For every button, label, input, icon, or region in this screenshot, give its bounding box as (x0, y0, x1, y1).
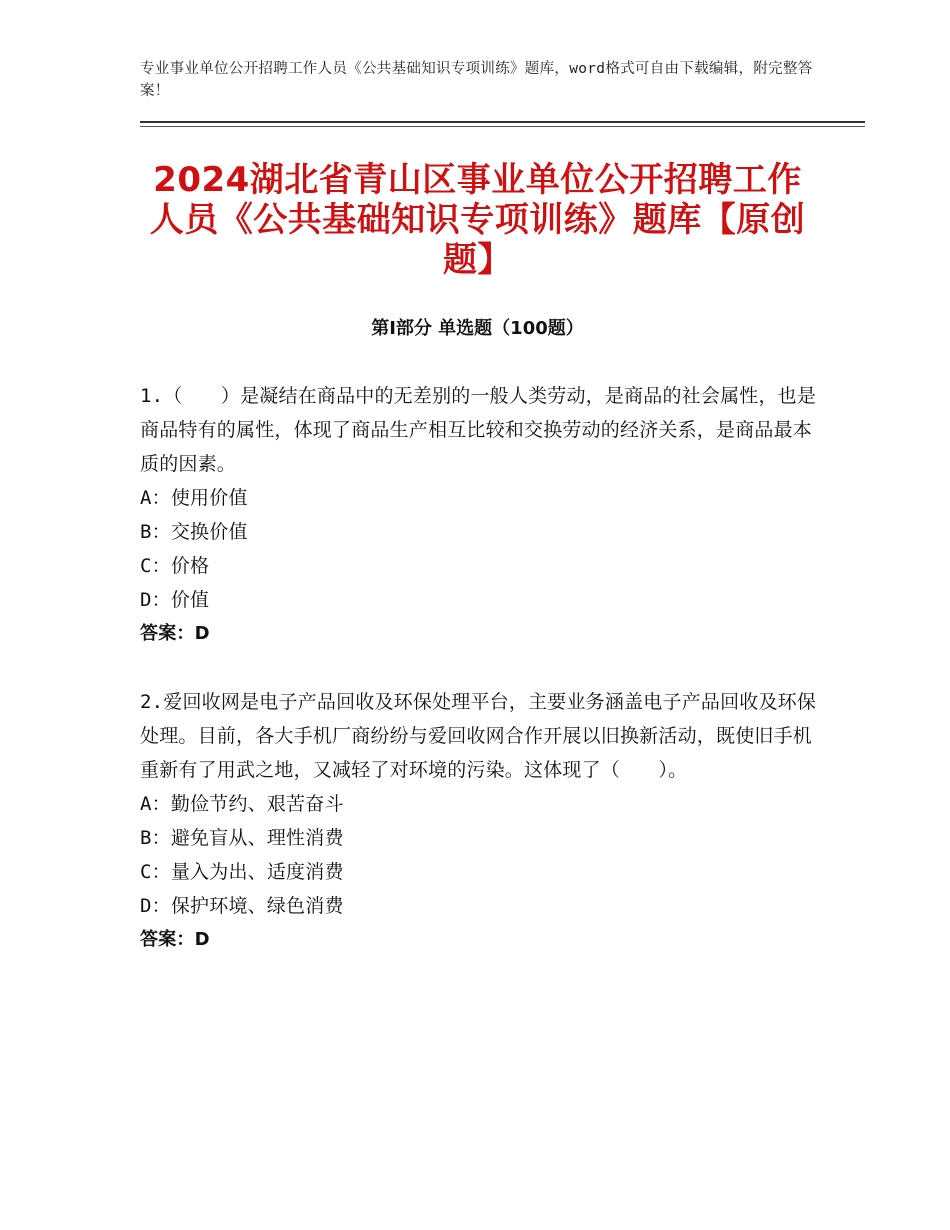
header-note: 专业事业单位公开招聘工作人员《公共基础知识专项训练》题库，word格式可自由下载编辑，附完整答案！ (140, 61, 813, 99)
option-d: D：价值 (140, 589, 210, 611)
section-heading: 第Ⅰ部分 单选题（100题） (371, 318, 584, 339)
question-stem: 2.爱回收网是电子产品回收及环保处理平台，主要业务涵盖电子产品回收及环保处理。目前，各大手机厂商纷纷与爱回收网合作开展以旧换新活动，既使旧手机重新有了用武之地，又减轻了对环境的污染。这体现了（ ）。 (140, 691, 817, 781)
answer: 答案：D (140, 929, 210, 950)
option-b: B：交换价值 (140, 521, 248, 543)
question-2 (140, 685, 820, 957)
header-rule-thick (140, 121, 865, 123)
question-stem: 1.（ ）是凝结在商品中的无差别的一般人类劳动，是商品的社会属性，也是商品特有的属性，体现了商品生产相互比较和交换劳动的经济关系，是商品最本质的因素。 (140, 385, 817, 475)
document-title: 2024湖北省青山区事业单位公开招聘工作人员《公共基础知识专项训练》题库【原创题】 (149, 160, 806, 280)
option-b: B：避免盲从、理性消费 (140, 827, 344, 849)
option-c: C：价格 (140, 555, 210, 577)
option-d: D：保护环境、绿色消费 (140, 895, 344, 917)
option-a: A：勤俭节约、艰苦奋斗 (140, 793, 344, 815)
question-1 (140, 379, 820, 651)
header-rule-thin (140, 126, 865, 127)
option-c: C：量入为出、适度消费 (140, 861, 344, 883)
option-a: A：使用价值 (140, 487, 248, 509)
answer: 答案：D (140, 623, 210, 644)
